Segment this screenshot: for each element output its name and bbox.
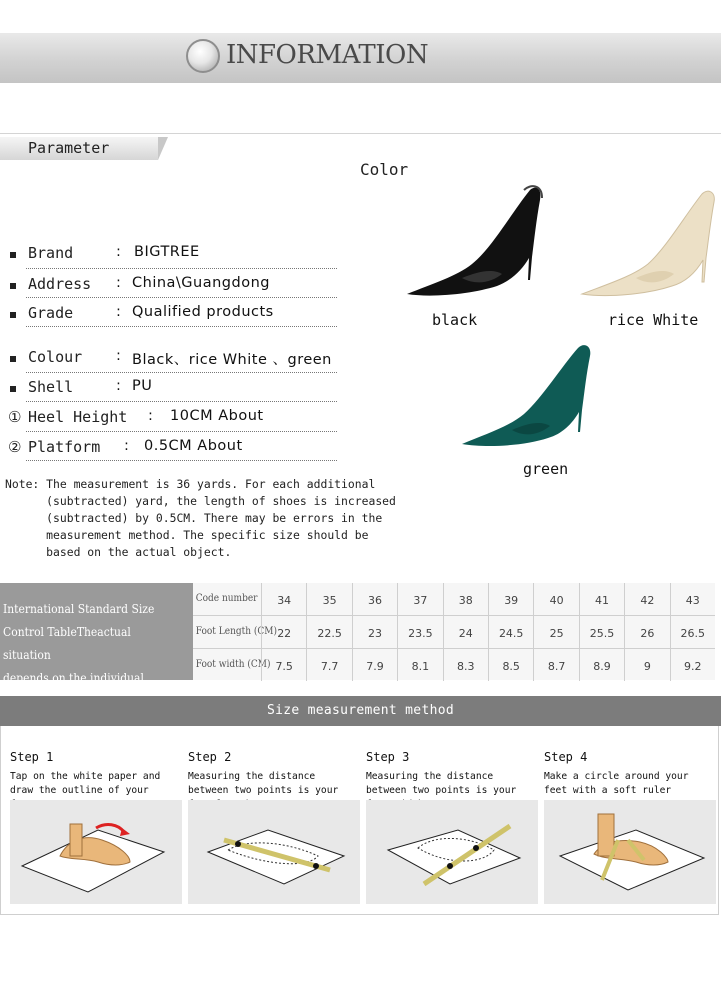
foot-length-illustration: [188, 800, 360, 904]
caption-line: International Standard Size: [3, 601, 155, 616]
parameter-tab-corner: [158, 137, 168, 160]
step-description: Measuring the distance between two points is your: [366, 771, 517, 796]
spec-sep: :: [116, 378, 122, 394]
size-cell: 23: [352, 616, 397, 648]
divider: [0, 133, 721, 134]
dotted-divider: [26, 431, 337, 432]
size-cell: 26.5: [670, 616, 715, 648]
dotted-divider: [26, 268, 337, 269]
soft-ruler-illustration: [544, 800, 716, 904]
size-cell: 8.1: [397, 649, 442, 681]
size-row-foot-length: [193, 616, 715, 649]
size-cell: 43: [670, 583, 715, 615]
spec-label: Grade: [28, 304, 74, 322]
caption-line: Control TableTheactual situation: [3, 624, 131, 662]
size-cell: 8.3: [443, 649, 488, 681]
spec-label: Heel Height: [28, 408, 128, 426]
size-cell: 7.5: [261, 649, 306, 681]
step-title: Step 2: [188, 750, 232, 764]
spec-sep: :: [116, 348, 122, 364]
color-name-black: black: [432, 311, 478, 329]
spec-sep: :: [148, 408, 154, 424]
dotted-divider: [26, 326, 337, 327]
caption-line: depends on the individual.: [3, 670, 148, 685]
step-description: Measuring the distance between two points is your: [188, 771, 339, 796]
bullet-icon: [10, 312, 16, 318]
size-row-code: [193, 583, 715, 616]
size-cell: 23.5: [397, 616, 442, 648]
note-line: (subtracted) yard, the length of shoes is increased: [5, 494, 396, 508]
note-line: measurement method. The specific size should be: [5, 528, 369, 542]
size-cell: 41: [579, 583, 624, 615]
spec-label: Brand: [28, 244, 74, 262]
step-description: Make a circle around your feet with a soft ruler: [544, 771, 689, 796]
parameter-label: Parameter: [28, 139, 110, 157]
row-header: Code number: [195, 593, 258, 604]
marker-two-icon: ②: [8, 438, 22, 456]
spec-value: Black、rice White 、green: [132, 352, 332, 368]
bullet-icon: [10, 386, 16, 392]
bullet-icon: [10, 356, 16, 362]
color-name-green: green: [523, 460, 569, 478]
rice-white-shoe-image: [578, 186, 718, 298]
spec-value: 0.5CM About: [144, 438, 243, 454]
bullet-icon: [10, 252, 16, 258]
size-cell: 7.9: [352, 649, 397, 681]
note-text: [5, 476, 400, 561]
size-cell: 7.7: [306, 649, 351, 681]
size-cell: 9.2: [670, 649, 715, 681]
size-table-caption: [3, 597, 166, 689]
spec-sep: :: [116, 304, 122, 320]
banner-circle-icon: [186, 39, 220, 73]
trace-foot-illustration: [10, 800, 182, 904]
size-cell: 24: [443, 616, 488, 648]
size-cell: 9: [624, 649, 669, 681]
spec-value: China\Guangdong: [132, 275, 270, 291]
spec-sep: :: [116, 275, 122, 291]
bullet-icon: [10, 283, 16, 289]
step-description: Tap on the white paper and draw the outline of your: [10, 771, 161, 796]
green-shoe-image: [458, 340, 598, 450]
step-title: Step 1: [10, 750, 54, 764]
color-heading: Color: [360, 160, 409, 179]
spec-value: Qualified products: [132, 304, 274, 320]
size-table: [193, 583, 715, 680]
size-cell: 36: [352, 583, 397, 615]
size-cell: 8.9: [579, 649, 624, 681]
spec-value: 10CM About: [170, 408, 264, 424]
step-title: Step 4: [544, 750, 588, 764]
banner-title: INFORMATION: [226, 40, 429, 70]
spec-value: BIGTREE: [134, 244, 200, 260]
size-cell: 8.7: [533, 649, 578, 681]
spec-sep: :: [116, 244, 122, 260]
color-name-rice-white: rice White: [608, 311, 699, 329]
dotted-divider: [26, 401, 337, 402]
size-cell: 22.5: [306, 616, 351, 648]
size-cell: 39: [488, 583, 533, 615]
black-shoe-image: [402, 182, 552, 300]
size-cell: 37: [397, 583, 442, 615]
step-title: Step 3: [366, 750, 410, 764]
size-cell: 25.5: [579, 616, 624, 648]
marker-one-icon: ①: [8, 408, 22, 426]
size-cell: 38: [443, 583, 488, 615]
size-cell: 40: [533, 583, 578, 615]
spec-value: PU: [132, 378, 153, 394]
spec-label: Platform: [28, 438, 101, 456]
size-cell: 35: [306, 583, 351, 615]
size-cell: 42: [624, 583, 669, 615]
measurement-title: Size measurement method: [267, 703, 454, 718]
size-cell: 22: [261, 616, 306, 648]
dotted-divider: [26, 297, 337, 298]
row-header: Foot Length (CM): [195, 626, 278, 637]
dotted-divider: [26, 372, 337, 373]
spec-label: Address: [28, 275, 92, 293]
size-row-foot-width: [193, 649, 715, 681]
dotted-divider: [26, 460, 337, 461]
spec-sep: :: [124, 438, 130, 454]
size-cell: 34: [261, 583, 306, 615]
note-line: (subtracted) by 0.5CM. There may be errors in the: [5, 511, 383, 525]
size-cell: 24.5: [488, 616, 533, 648]
note-line: Note: The measurement is 36 yards. For each additional: [5, 477, 376, 491]
spec-label: Colour: [28, 348, 83, 366]
note-line: based on the actual object.: [5, 545, 232, 559]
size-cell: 26: [624, 616, 669, 648]
size-cell: 25: [533, 616, 578, 648]
row-header: Foot width (CM): [195, 659, 271, 670]
spec-label: Shell: [28, 378, 74, 396]
foot-width-illustration: [366, 800, 538, 904]
size-cell: 8.5: [488, 649, 533, 681]
